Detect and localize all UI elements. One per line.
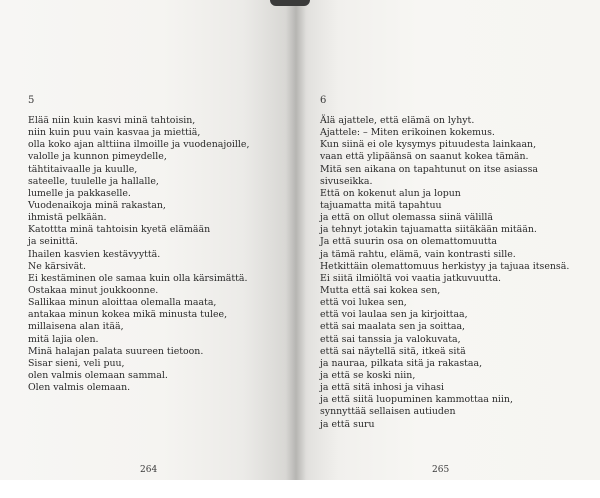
poem-line: Kun siinä ei ole kysymys pituudesta lainkaan, xyxy=(320,139,537,151)
poem-line: ja että se koski niin, xyxy=(320,369,416,381)
poem-line: sateelle, tuulelle ja hallalle, xyxy=(28,175,159,187)
poem-line: lumelle ja pakkaselle. xyxy=(28,187,131,199)
poem-line: ja että on ollut olemassa siinä välillä xyxy=(320,212,493,224)
poem-line: valolle ja kunnon pimeydelle, xyxy=(28,151,167,163)
poem-line: ja että siitä luopuminen kammottaa niin, xyxy=(320,394,513,406)
poem-line: Sisar sieni, veli puu, xyxy=(28,357,125,369)
poem-line: millaisena alan itää, xyxy=(28,321,124,333)
poem-text xyxy=(28,115,249,394)
poem-line: antakaa minun kokea mikä minusta tulee, xyxy=(28,309,228,321)
poem-line: Ei siitä ilmiöltä voi vaatia jatkuvuutta. xyxy=(320,272,502,284)
poem-text xyxy=(320,115,569,431)
poem-line: ja tämä rahtu, elämä, vain kontrasti sille. xyxy=(320,248,516,260)
poem-line: että sai tanssia ja valokuvata, xyxy=(320,333,461,345)
poem-line: että sai näytellä sitä, itkeä sitä xyxy=(320,345,466,357)
page-folio: 265 xyxy=(432,465,450,475)
book-gutter xyxy=(286,0,306,480)
poem-number: 5 xyxy=(28,95,35,106)
poem-line: ihmistä pelkään. xyxy=(28,212,107,224)
poem-line: Ajattele: – Miten erikoinen kokemus. xyxy=(320,127,495,139)
poem-line: synnyttää sellaisen autiuden xyxy=(320,406,456,418)
poem-line: että sai maalata sen ja soittaa, xyxy=(320,321,466,333)
poem-line: ja tehnyt jotakin tajuamatta siitäkään mitään. xyxy=(320,224,537,236)
poem-line: Mutta että sai kokea sen, xyxy=(320,284,441,296)
poem-line: sivuseikka. xyxy=(320,175,373,187)
poem-line: että voi lukea sen, xyxy=(320,297,407,309)
poem-line: ja nauraa, pilkata sitä ja rakastaa, xyxy=(320,357,483,369)
poem-number: 6 xyxy=(320,95,327,106)
poem-line: Olen valmis olemaan. xyxy=(28,382,131,394)
right-page xyxy=(296,0,600,480)
poem-line: Sallikaa minun aloittaa olemalla maata, xyxy=(28,297,217,309)
left-page xyxy=(0,0,296,480)
poem-line: Ihailen kasvien kestävyyttä. xyxy=(28,248,161,260)
poem-line: Katottta minä tahtoisin kyetä elämään xyxy=(28,224,211,236)
poem-line: Ostakaa minut joukkoonne. xyxy=(28,284,159,296)
poem-line: Ja että suurin osa on olemattomuutta xyxy=(320,236,497,248)
page-folio: 264 xyxy=(140,465,158,475)
poem-line: ja seinittä. xyxy=(28,236,78,248)
poem-line: olla koko ajan alttiina ilmoille ja vuodenajoille, xyxy=(28,139,250,151)
page-bottom-margin xyxy=(0,480,600,498)
poem-line: olen valmis olemaan sammal. xyxy=(28,369,168,381)
poem-line: Elää niin kuin kasvi minä tahtoisin, xyxy=(28,115,196,126)
poem-line: ja että suru xyxy=(320,418,375,430)
poem-line: että voi laulaa sen ja kirjoittaa, xyxy=(320,309,468,321)
poem-line: mitä lajia olen. xyxy=(28,333,99,345)
poem-line: ja että sitä inhosi ja vihasi xyxy=(320,382,444,394)
poem-line: Älä ajattele, että elämä on lyhyt. xyxy=(320,115,475,126)
poem-line: Vuodenaikoja minä rakastan, xyxy=(28,199,166,211)
poem-line: Hetkittäin olemattomuus herkistyy ja tajuaa itsensä. xyxy=(320,260,570,272)
poem-line: Ne kärsivät. xyxy=(28,260,86,272)
poem-line: Ei kestäminen ole samaa kuin olla kärsimättä. xyxy=(28,272,248,284)
poem-line: niin kuin puu vain kasvaa ja miettiä, xyxy=(28,127,201,139)
poem-line: tähtitaivaalle ja kuulle, xyxy=(28,163,138,175)
poem-line: Minä halajan palata suureen tietoon. xyxy=(28,345,204,357)
poem-line: Mitä sen aikana on tapahtunut on itse asiassa xyxy=(320,163,539,175)
poem-line: Että on kokenut alun ja lopun xyxy=(320,187,461,199)
poem-line: tajuamatta mitä tapahtuu xyxy=(320,199,442,211)
poem-line: vaan että ylipäänsä on saanut kokea tämän. xyxy=(320,151,529,163)
binding-edge xyxy=(270,0,310,6)
